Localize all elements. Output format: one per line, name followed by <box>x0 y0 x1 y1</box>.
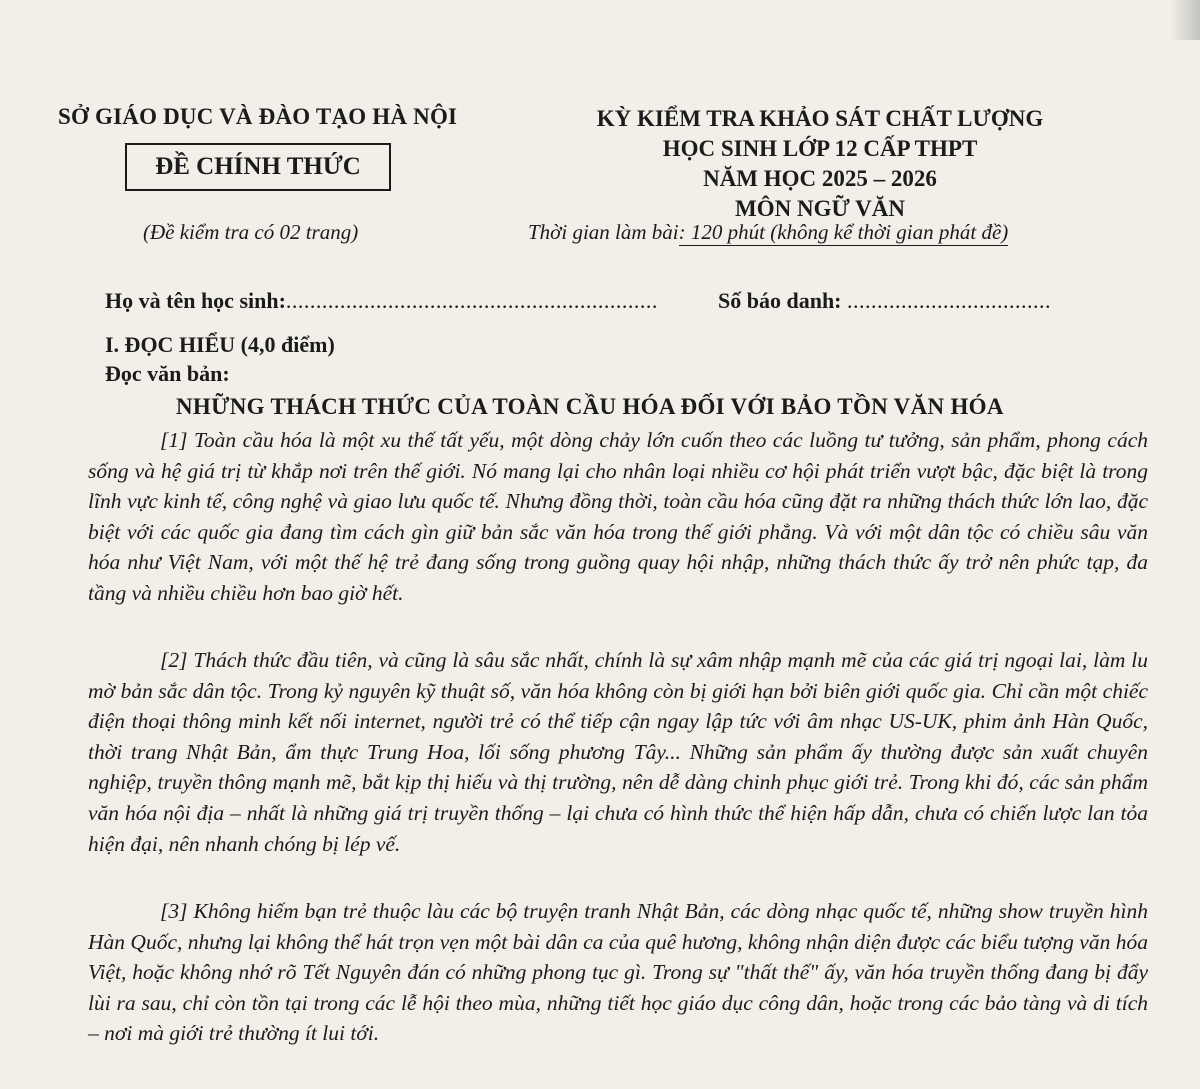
student-id-label: Số báo danh: <box>718 288 848 313</box>
student-id-dots: .................................. <box>847 288 1052 313</box>
student-id-line <box>718 288 1051 314</box>
exam-year: NĂM HỌC 2025 – 2026 <box>703 166 937 191</box>
paragraph-1: [1] Toàn cầu hóa là một xu thế tất yếu, một dòng chảy lớn cuốn theo các luồng tư tưởng, sản phẩm, phong cách sống và hệ giá trị từ khắp nơi trên thế giới. Nó mang lại cho nhân loại nhiều cơ hội phát triển vượt bậc, đặc biệt là trong lĩnh vực kinh tế, công nghệ và giao lưu quốc tế. Nhưng đồng thời, toàn cầu hóa cũng đặt ra những thách thức lớn lao, đặc biệt với các quốc gia đang tìm cách gìn giữ bản sắc văn hóa trong thế giới phẳng. Và với một dân tộc có chiều sâu văn hóa như Việt Nam, với một thế hệ trẻ đang sống trong guồng quay hội nhập, những thách thức ấy trở nên phức tạp, đa tầng và nhiều chiều hơn bao giờ hết. <box>88 428 1148 605</box>
student-name-label: Họ và tên học sinh: <box>105 288 286 313</box>
exam-header <box>520 104 1120 224</box>
time-label: Thời gian làm bài <box>528 220 679 244</box>
exam-subject: MÔN NGỮ VĂN <box>735 196 905 221</box>
student-name-dots: .............................................................. <box>285 288 658 313</box>
section-heading: I. ĐỌC HIỂU (4,0 điểm) <box>105 332 335 357</box>
page-edge-shadow <box>1170 0 1200 40</box>
exam-title-line1: KỲ KIỂM TRA KHẢO SÁT CHẤT LƯỢNG <box>596 106 1044 131</box>
department-name: SỞ GIÁO DỤC VÀ ĐÀO TẠO HÀ NỘI <box>58 104 458 129</box>
passage-title: NHỮNG THÁCH THỨC CỦA TOÀN CẦU HÓA ĐỐI VỚI BẢO TỒN VĂN HÓA <box>176 394 1004 419</box>
time-allowed <box>528 220 1008 245</box>
student-name-line <box>105 288 658 314</box>
paragraph-2: [2] Thách thức đầu tiên, và cũng là sâu sắc nhất, chính là sự xâm nhập mạnh mẽ của các giá trị ngoại lai, làm lu mờ bản sắc dân tộc. Trong kỷ nguyên kỹ thuật số, văn hóa không còn bị giới hạn bởi biên giới quốc gia. Chỉ cần một chiếc điện thoại thông minh kết nối internet, người trẻ có thể tiếp cận ngay lập tức với âm nhạc US-UK, phim ảnh Hàn Quốc, thời trang Nhật Bản, ẩm thực Trung Hoa, lối sống phương Tây... Những sản phẩm ấy thường được sản xuất chuyên nghiệp, truyền thông mạnh mẽ, bắt kịp thị hiếu và thị trường, nên dễ dàng chinh phục giới trẻ. Trong khi đó, các sản phẩm văn hóa nội địa – nhất là những giá trị truyền thống – lại chưa có hình thức thể hiện hấp dẫn, chưa có chiến lược lan tỏa hiện đại, nên nhanh chóng bị lép vế. <box>88 648 1148 856</box>
read-label: Đọc văn bản: <box>105 361 230 386</box>
exam-title-line2: HỌC SINH LỚP 12 CẤP THPT <box>662 136 978 161</box>
paragraph-3: [3] Không hiếm bạn trẻ thuộc làu các bộ truyện tranh Nhật Bản, các dòng nhạc quốc tế, những show truyền hình Hàn Quốc, nhưng lại không thể hát trọn vẹn một bài dân ca của quê hương, không nhận diện được các biểu tượng văn hóa Việt, hoặc không nhớ rõ Tết Nguyên đán có những phong tục gì. Trong sự "thất thế" ấy, văn hóa truyền thống đang bị đẩy lùi ra sau, chỉ còn tồn tại trong các lễ hội theo mùa, những tiết học giáo dục công dân, hoặc trong các bảo tàng và di tích – nơi mà giới trẻ thường ít lui tới. <box>88 899 1148 1046</box>
time-value: : 120 phút (không kể thời gian phát đề) <box>678 220 1009 244</box>
pages-note: (Đề kiểm tra có 02 trang) <box>143 220 359 244</box>
official-exam-box: ĐỀ CHÍNH THỨC <box>125 143 391 191</box>
